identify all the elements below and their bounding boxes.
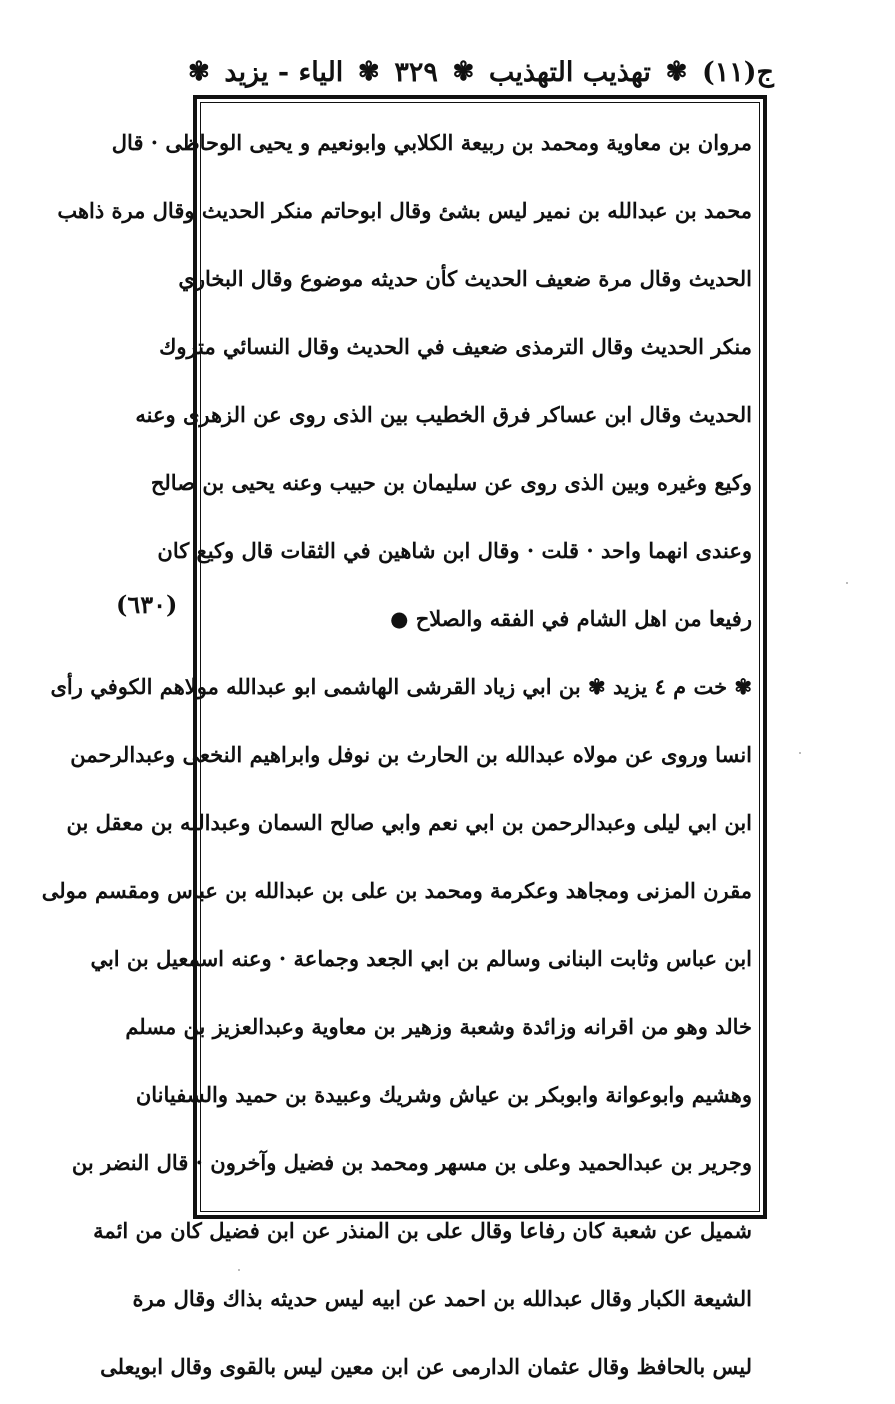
header-book-title: تهذيب التهذيب: [488, 56, 651, 88]
text-line: شميل عن شعبة كان رفاعا وقال على بن المنذر عن ابن فضيل كان من ائمة: [93, 1218, 752, 1243]
header-page-number: ٣٢٩: [394, 56, 438, 88]
header-section: الياء - يزيد: [224, 56, 344, 88]
text-line: رفيعا من اهل الشام في الفقه والصلاح ●: [390, 606, 752, 631]
header-ornament-icon: ✾: [357, 57, 380, 87]
header-ornament-icon: ✾: [188, 57, 210, 87]
text-line: وهشيم وابوعوانة وابوبكر بن عياش وشريك وعبيدة بن حميد والسفيانان: [135, 1082, 752, 1107]
scan-speck: [799, 752, 801, 754]
header-volume: ج(١١): [701, 56, 774, 88]
text-line: ابن عباس وثابت البنانى وسالم بن ابي الجعد وجماعة · وعنه اسمعيل بن ابي: [90, 946, 752, 971]
marginal-entry-number: (٦٣٠): [116, 590, 178, 619]
header-ornament-icon: ✾: [452, 57, 475, 87]
text-line: الحديث وقال مرة ضعيف الحديث كأن حديثه موضوع وقال البخاري: [178, 266, 752, 291]
text-line: وجرير بن عبدالحميد وعلى بن مسهر ومحمد بن فضيل وآخرون · قال النضر بن: [71, 1150, 752, 1175]
entry-heading-line: ✾ خت م ٤ يزيد ✾ بن ابي زياد القرشى الهاشمى ابو عبدالله مولاهم الكوفي رأى: [50, 674, 752, 699]
text-line: محمد بن عبدالله بن نمير ليس بشئ وقال ابوحاتم منكر الحديث وقال مرة ذاهب: [57, 198, 752, 223]
text-line: مروان بن معاوية ومحمد بن ربيعة الكلابي وابونعيم و يحيى الوحاظى · قال: [111, 130, 752, 155]
header-ornament-icon: ✾: [665, 57, 688, 87]
text-line: الحديث وقال ابن عساكر فرق الخطيب بين الذى روى عن الزهرى وعنه: [135, 402, 752, 427]
scan-speck: [846, 582, 848, 584]
text-line: ابن ابي ليلى وعبدالرحمن بن ابي نعم وابي صالح السمان وعبدالله بن معقل بن: [66, 810, 752, 835]
text-line: انسا وروى عن مولاه عبدالله بن الحارث بن نوفل وابراهيم النخعى وعبدالرحمن: [70, 742, 752, 767]
text-line: الشيعة الكبار وقال عبدالله بن احمد عن ابيه ليس حديثه بذاك وقال مرة: [132, 1286, 752, 1311]
text-line: خالد وهو من اقرانه وزائدة وشعبة وزهير بن معاوية وعبدالعزيز بن مسلم: [125, 1014, 752, 1039]
scan-speck: [238, 1269, 240, 1271]
text-line: مقرن المزنى ومجاهد وعكرمة ومحمد بن على بن عبدالله بن عباس ومقسم مولى: [41, 878, 752, 903]
text-line: وعندى انهما واحد · قلت · وقال ابن شاهين في الثقات قال وكيع كان: [157, 538, 752, 563]
text-line: ليس بالحافظ وقال عثمان الدارمى عن ابن معين ليس بالقوى وقال ابويعلى: [100, 1354, 752, 1379]
text-line: منكر الحديث وقال الترمذى ضعيف في الحديث وقال النسائي متروك: [159, 334, 752, 359]
running-header: [188, 50, 774, 94]
text-line: وكيع وغيره وبين الذى روى عن سليمان بن حبيب وعنه يحيى بن صالح: [150, 470, 752, 495]
